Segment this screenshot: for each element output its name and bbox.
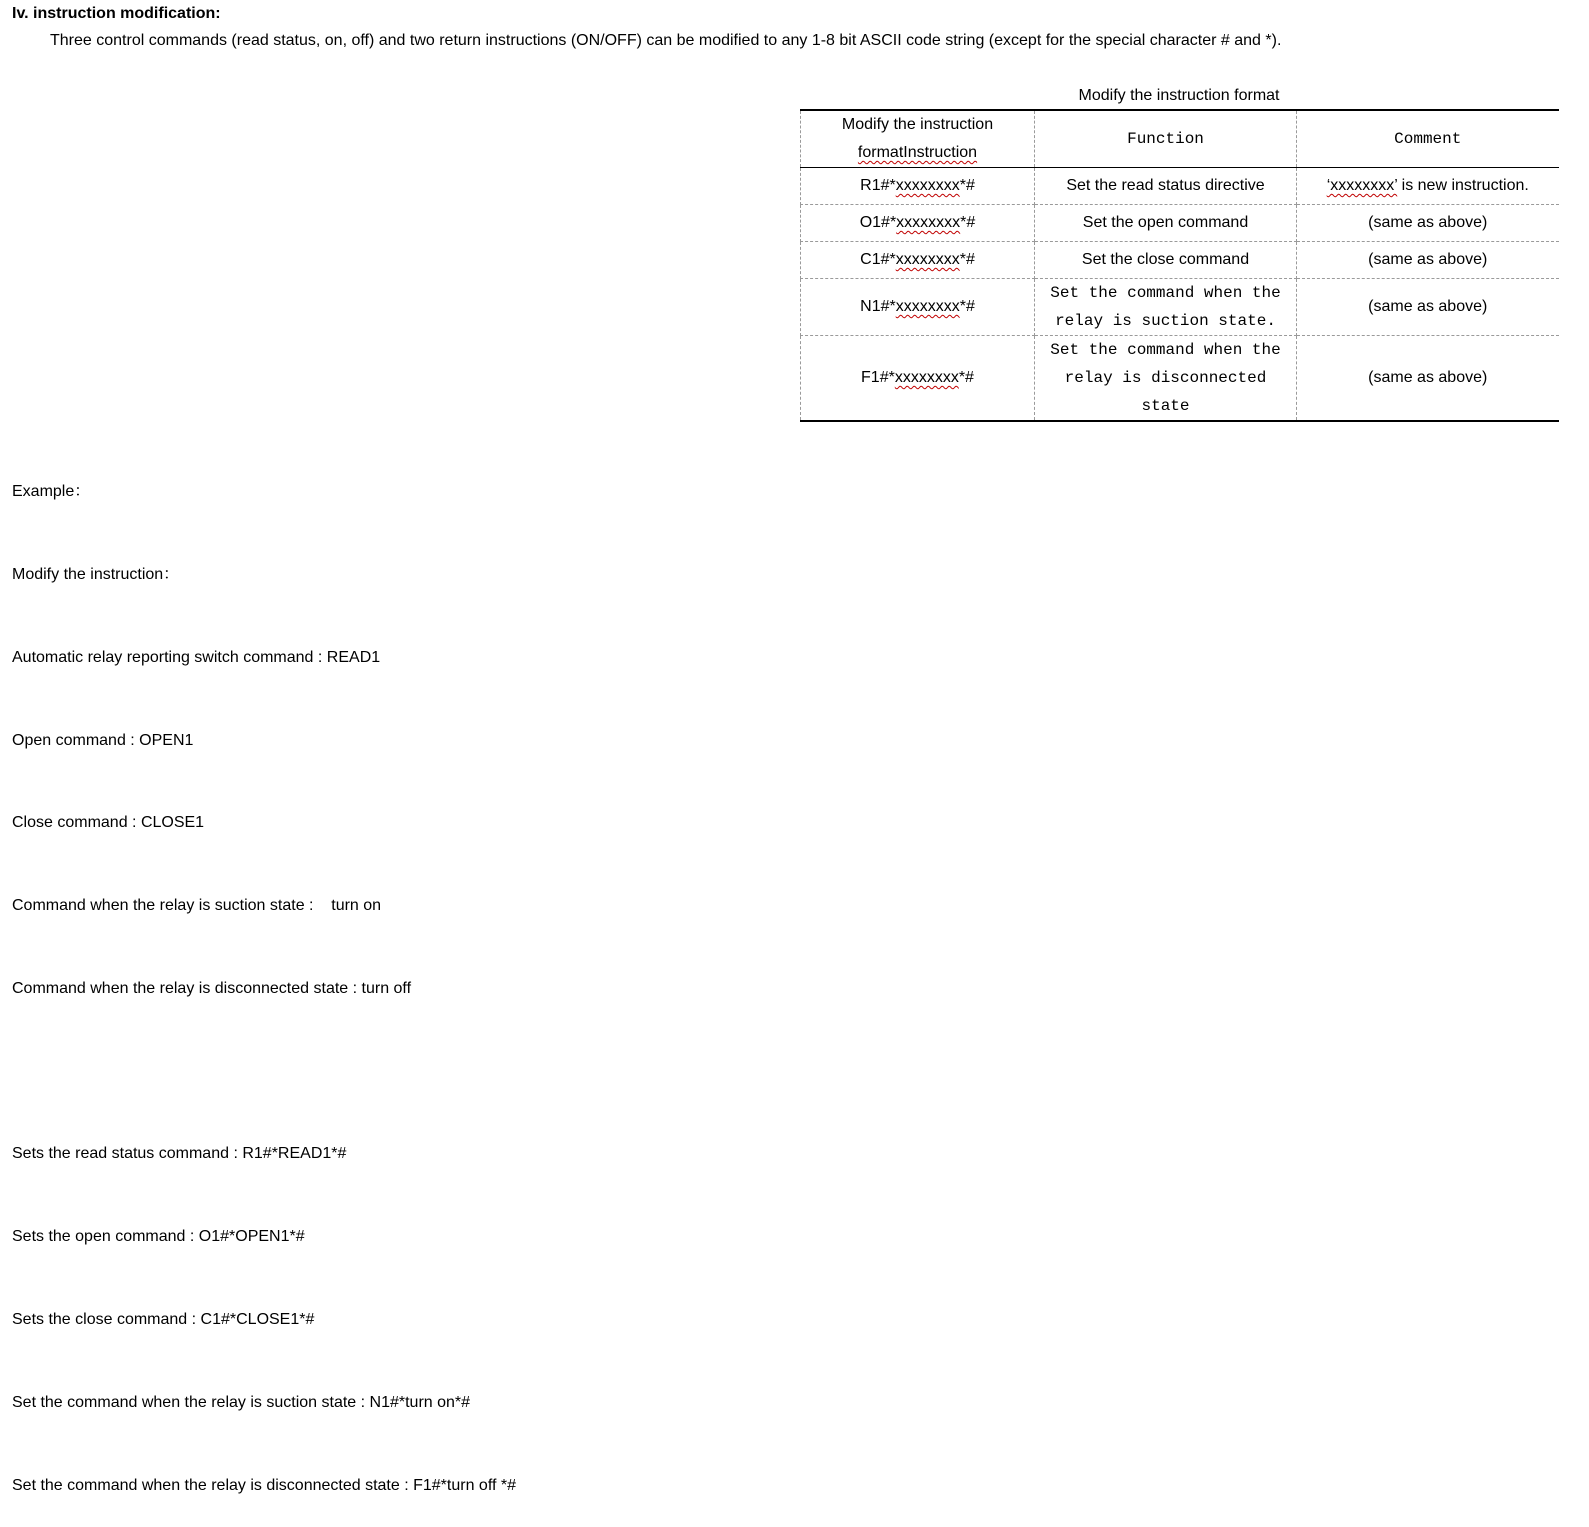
blank-line [12, 1058, 516, 1086]
example-command-line: Sets the close command : C1#*CLOSE1*# [12, 1311, 315, 1328]
header-comment: Comment [1297, 110, 1559, 168]
instruction-cell [801, 168, 1035, 205]
comment-cell: (same as above) [1297, 242, 1559, 279]
instruction-format-table [800, 109, 1559, 422]
function-line: relay is suction state. [1055, 312, 1276, 330]
comment-cell: (same as above) [1297, 336, 1559, 422]
comment-cell: (same as above) [1297, 205, 1559, 242]
instruction-prefix: C1#* [860, 251, 896, 268]
instruction-suffix: *# [959, 298, 975, 315]
table-row [801, 336, 1559, 422]
instruction-prefix: F1#* [861, 369, 895, 386]
instruction-suffix: *# [959, 251, 975, 268]
intro-paragraph: Three control commands (read status, on, off) and two return instructions (ON/OFF) can be modified to any 1-8 bit ASCII code string (except for the special character # and *). [50, 32, 1282, 49]
instruction-cell [801, 205, 1035, 242]
function-cell: Set the open command [1035, 205, 1297, 242]
instruction-cell [801, 279, 1035, 336]
instruction-prefix: R1#* [860, 177, 896, 194]
example-line: Command when the relay is suction state : turn on [12, 897, 382, 915]
table-row [801, 242, 1559, 279]
table-caption: Modify the instruction format [1078, 87, 1280, 104]
example-line: Close command : CLOSE1 [12, 814, 205, 832]
header-col1-line2: formatInstruction [857, 144, 978, 161]
instruction-placeholder: xxxxxxxx [895, 298, 960, 315]
function-cell: Set the close command [1035, 242, 1297, 279]
table-header-row [801, 110, 1559, 168]
function-line: Set the command when the [1050, 284, 1281, 302]
instruction-prefix: N1#* [860, 298, 896, 315]
instruction-prefix: O1#* [859, 214, 897, 231]
comment-cell: (same as above) [1297, 279, 1559, 336]
example-command-line: Sets the read status command : R1#*READ1*# [12, 1145, 347, 1163]
example-line: Command when the relay is disconnected state : turn off [12, 979, 412, 997]
section-heading: Iv. instruction modification: [12, 5, 221, 22]
example-command-line: Set the command when the relay is disconnected state : F1#*turn off *# [12, 1476, 516, 1494]
example-modify-label: Modify the instruction： [12, 565, 180, 583]
header-instruction-format [801, 110, 1035, 168]
instruction-suffix: *# [958, 369, 974, 386]
instruction-cell [801, 336, 1035, 422]
instruction-placeholder: xxxxxxxx [895, 177, 960, 194]
example-line: Open command : OPEN1 [12, 731, 194, 749]
table-row [801, 168, 1559, 205]
example-line: Automatic relay reporting switch command : READ1 [12, 648, 381, 666]
table-row [801, 279, 1559, 336]
example-section [12, 423, 516, 1527]
example-command-line: Sets the open command : O1#*OPEN1*# [12, 1228, 305, 1246]
function-line: relay is disconnected state [1064, 369, 1267, 415]
instruction-suffix: *# [959, 177, 975, 194]
table-row [801, 205, 1559, 242]
comment-text: is new instruction. [1397, 177, 1529, 194]
header-col1-line1: Modify the instruction [841, 116, 994, 133]
comment-cell [1297, 168, 1559, 205]
function-cell [1035, 279, 1297, 336]
function-cell [1035, 336, 1297, 422]
comment-placeholder: ‘xxxxxxxx’ [1326, 177, 1398, 194]
instruction-placeholder: xxxxxxxx [894, 369, 959, 386]
function-line: Set the command when the [1050, 341, 1281, 359]
function-cell: Set the read status directive [1035, 168, 1297, 205]
instruction-placeholder: xxxxxxxx [895, 251, 960, 268]
example-command-line: Set the command when the relay is suction state : N1#*turn on*# [12, 1393, 471, 1411]
instruction-suffix: *# [960, 214, 976, 231]
instruction-cell [801, 242, 1035, 279]
header-function: Function [1035, 110, 1297, 168]
example-title: Example： [12, 483, 91, 501]
instruction-placeholder: xxxxxxxx [896, 214, 961, 231]
